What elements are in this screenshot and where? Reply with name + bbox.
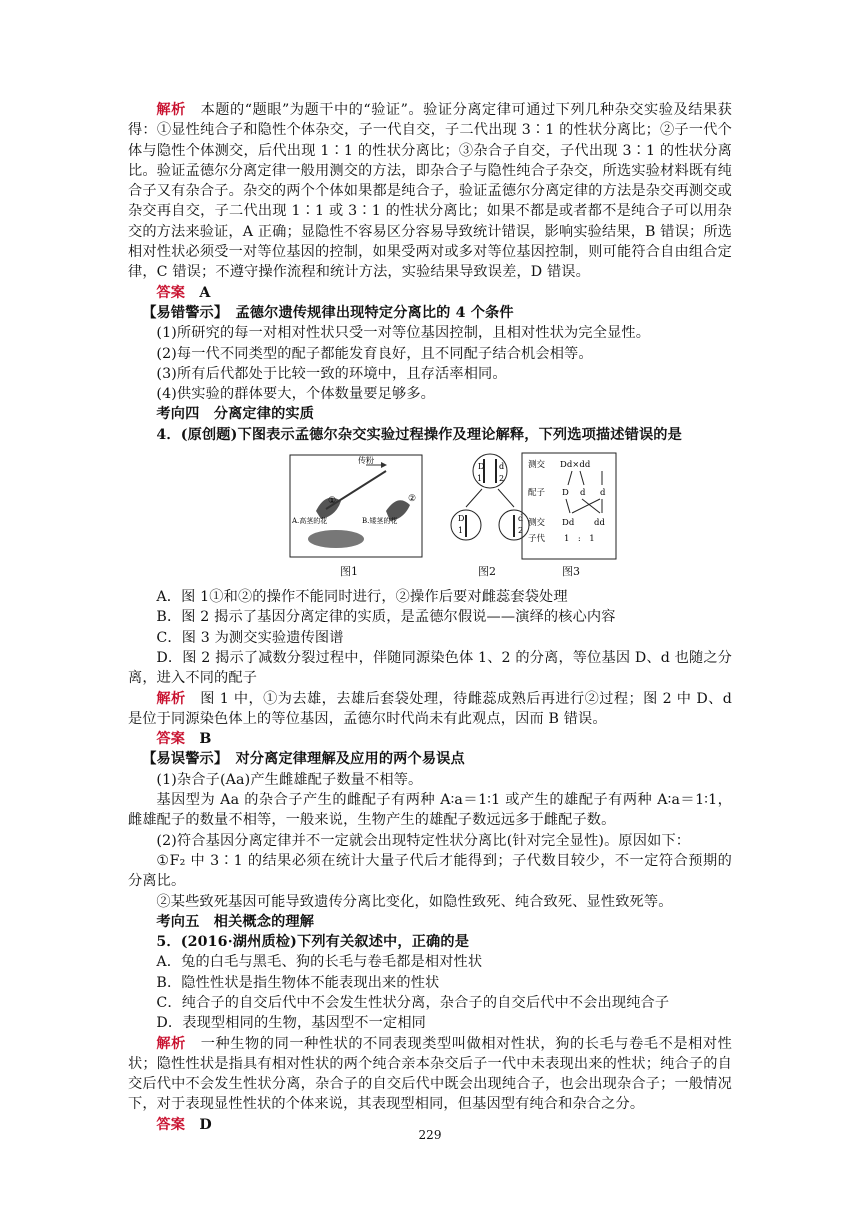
tall-flower-label: A.高茎的花 xyxy=(292,517,328,526)
analysis-text: 本题的“题眼”为题干中的“验证”。验证分离定律可通过下列几种杂交实验及结果获得：①显性纯合子和隐性个体杂交，子一代自交，子二代出现 3∶1 的性状分离比；②子一代个体与隐性个体测交，后代出现 1∶1 的性状分离比；③杂合子自交，子代出现 3∶1 的性状分离比。验证孟德尔分离定律一般用测交的方法，即杂合子与隐性纯合子杂交，所选实验材料既有纯合子又有杂合子。杂交的两个个体如果都是纯合子，验证孟德尔分离定律的方法是杂交再测交或杂交再自交，子二代出现 1∶1 或 3∶1 的性状分离比；如果不都是或者都不是纯合子可以用杂交的方法来验证，A 正确；显隐性不容易区分容易导致统计错误，影响实验结果，B 错误；所选相对性状必须受一对等位基因的控制，如果受两对或多对等位基因控制，则可能符合自由组合定律，C 错误；不遵守操作流程和统计方法，实验结果导致误差，D 错误。 xyxy=(128,102,732,281)
warning-1-item: (3)所有后代都处于比较一致的环境中，且存活率相同。 xyxy=(156,365,507,382)
answer-label: 答案 xyxy=(156,1116,186,1133)
analysis-label: 解析 xyxy=(156,690,186,707)
offspring-dd: dd xyxy=(594,518,605,529)
testcross-label: 测交 xyxy=(528,460,546,471)
offspring-Dd: Dd xyxy=(562,518,575,529)
gamete-d: d xyxy=(600,488,606,499)
ratio-text: 1 : 1 xyxy=(564,534,595,545)
analysis-text: 一种生物的同一种性状的不同表现类型叫做相对性状，狗的长毛与卷毛不是相对性状；隐性性状是指具有相对性状的两个纯合亲本杂交后子一代中未表现出来的性状；纯合子的自交后代中不会发生性状分离，杂合子的自交后代中既会出现纯合子，也会出现杂合子；一般情况下，对于表现显性性状的个体来说，其表现型相同，但基因型有纯合和杂合之分。 xyxy=(128,1035,732,1113)
analysis-label: 解析 xyxy=(156,102,186,118)
analysis-1 xyxy=(128,100,732,283)
offspring-label: 子代 xyxy=(528,534,546,545)
figure-row xyxy=(128,451,732,583)
step-1-mark: ① xyxy=(328,496,337,507)
answer-value: B xyxy=(199,731,212,748)
gamete-label: 配子 xyxy=(528,488,546,499)
warning-1-item: (1)所研究的每一对相对性状只受一对等位基因控制，且相对性状为完全显性。 xyxy=(156,325,651,342)
analysis-5 xyxy=(128,1034,732,1115)
figure-2-caption: 图2 xyxy=(478,565,496,579)
answer-value: D xyxy=(199,1116,212,1133)
question-4-option: A．图 1①和②的操作不能同时进行，②操作后要对雌蕊套袋处理 xyxy=(156,589,568,606)
allele-d-label: d xyxy=(499,462,505,472)
section-heading-5: 考向五 相关概念的理解 xyxy=(156,913,315,930)
question-5-option: D．表现型相同的生物，基因型不一定相同 xyxy=(156,1015,426,1032)
answer-label: 答案 xyxy=(156,731,186,748)
analysis-text: 图 1 中，①为去雄，去雄后套袋处理，待雌蕊成熟后再进行②过程；图 2 中 D、d 是位于同源染色体上的等位基因，孟德尔时代尚未有此观点，因而 B 错误。 xyxy=(128,690,732,727)
chromosome-1-label: 1 xyxy=(477,474,483,484)
warning-1-item: (2)每一代不同类型的配子都能发育良好，且不同配子结合机会相等。 xyxy=(156,345,593,362)
answer-label: 答案 xyxy=(156,284,186,301)
answer-4 xyxy=(128,729,732,749)
question-5-option: A．兔的白毛与黑毛、狗的长毛与卷毛都是相对性状 xyxy=(156,954,483,971)
question-4-option: B．图 2 揭示了基因分离定律的实质，是孟德尔假说——演绎的核心内容 xyxy=(156,609,616,626)
question-5-option: B．隐性性状是指生物体不能表现出来的性状 xyxy=(156,974,440,991)
analysis-label: 解析 xyxy=(156,1035,186,1052)
short-flower-label: B.矮茎的花 xyxy=(362,517,398,526)
page-body xyxy=(128,100,732,1135)
analysis-4 xyxy=(128,689,732,730)
warning-2-title: 【易误警示】 对分离定律理解及应用的两个易误点 xyxy=(142,751,465,768)
pea-pod-icon xyxy=(308,530,364,548)
warning-2-text: ②某些致死基因可能导致遗传分离比变化，如隐性致死、纯合致死、显性致死等。 xyxy=(156,893,673,910)
question-5-stem: 5．(2016·湖州质检)下列有关叙述中，正确的是 xyxy=(156,934,470,951)
answer-1 xyxy=(128,283,732,303)
warning-2-text: 基因型为 Aa 的杂合子产生的雌配子有两种 A∶a＝1∶1 或产生的雄配子有两种 A∶a＝1∶1，雌雄配子的数量不相等，一般来说，生物产生的雄配子数远远多于雌配子数。 xyxy=(128,792,732,829)
allele-D-label: D xyxy=(478,462,485,472)
allele-d-label: d xyxy=(518,514,524,524)
warning-1-item: (4)供实验的群体要大，个体数量要足够多。 xyxy=(156,386,436,403)
figure-1-caption: 图1 xyxy=(340,565,358,579)
step-2-mark: ② xyxy=(408,494,417,505)
warning-2-text: ①F₂ 中 3∶1 的结果必须在统计大量子代后才能得到；子代数目较少，不一定符合预期的分离比。 xyxy=(128,852,732,890)
chromosome-1-label: 1 xyxy=(458,526,464,536)
gamete-d: d xyxy=(580,488,586,499)
question-5-option: C．纯合子的自交后代中不会发生性状分离，杂合子的自交后代中不会出现纯合子 xyxy=(156,994,670,1011)
question-4-option: D．图 2 揭示了减数分裂过程中，伴随同源染色体 1、2 的分离，等位基因 D、d 也随之分离，进入不同的配子 xyxy=(128,649,732,687)
cross-formula: Dd×dd xyxy=(560,460,591,471)
allele-D-label: D xyxy=(458,514,465,524)
question-4-stem: 4．(原创题)下图表示孟德尔杂交实验过程操作及理论解释，下列选项描述错误的是 xyxy=(156,426,682,443)
page-number: 229 xyxy=(418,1128,442,1142)
chromosome-2-label: 2 xyxy=(499,474,505,484)
warning-2-item: (1)杂合子(Aa)产生雌雄配子数量不相等。 xyxy=(156,771,423,788)
gamete-D: D xyxy=(562,488,569,499)
section-heading-4: 考向四 分离定律的实质 xyxy=(156,406,315,423)
pollen-label: 传粉 xyxy=(358,456,374,466)
chromosome-2-label: 2 xyxy=(518,526,524,536)
question-4-option: C．图 3 为测交实验遗传图谱 xyxy=(156,629,344,646)
warning-2-item: (2)符合基因分离定律并不一定就会出现特定性状分离比(针对完全显性)。原因如下： xyxy=(156,832,691,849)
figure-3-caption: 图3 xyxy=(562,565,580,579)
testcross-label: 测交 xyxy=(528,518,546,529)
warning-1-title: 【易错警示】 孟德尔遗传规律出现特定分离比的 4 个条件 xyxy=(142,304,514,321)
answer-value: A xyxy=(199,284,211,301)
figure-1-pollination xyxy=(276,451,436,561)
figure-3-testcross xyxy=(520,451,620,561)
